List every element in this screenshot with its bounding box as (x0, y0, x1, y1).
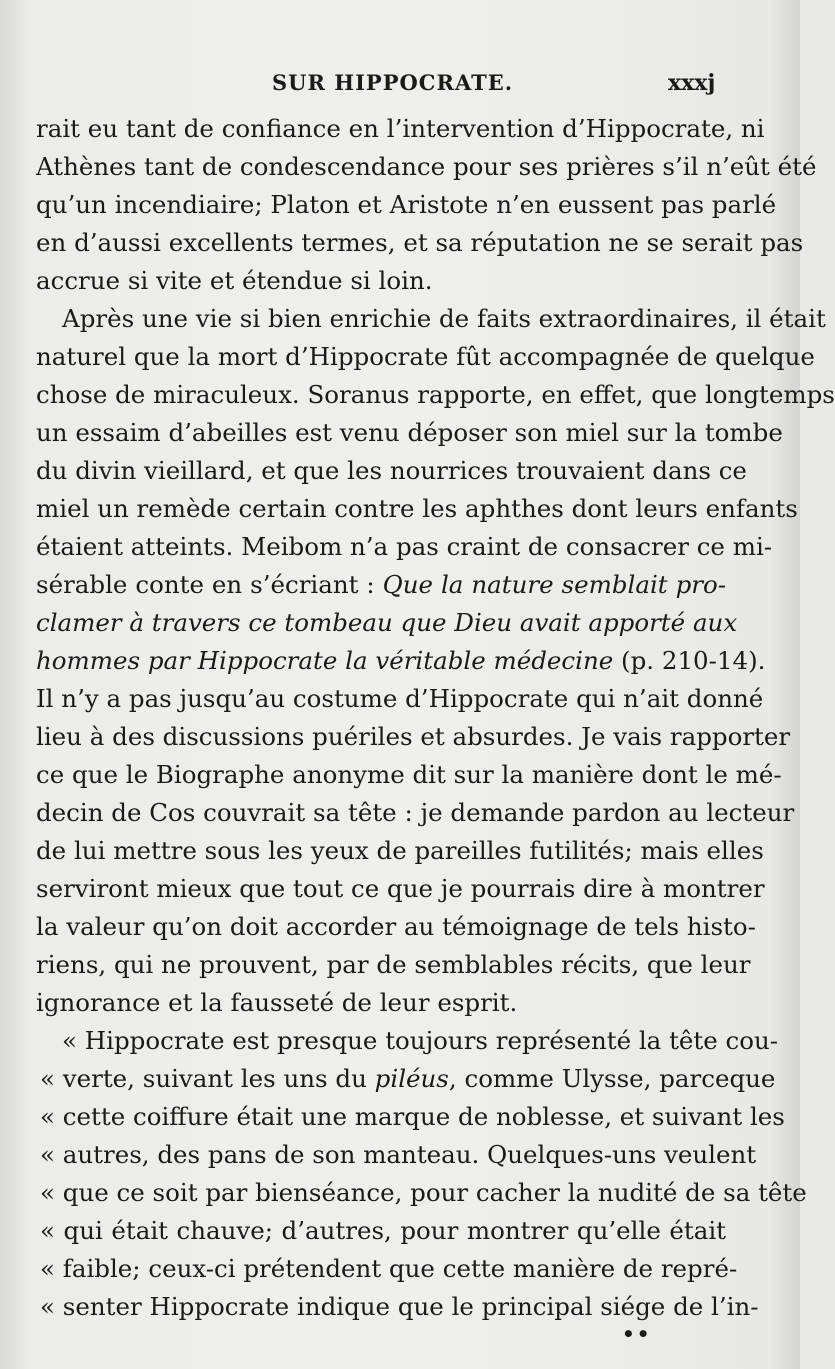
text-line: en d’aussi excellents termes, et sa réputation ne se serait pas (36, 228, 804, 257)
text-line: miel un remède certain contre les aphthes dont leurs enfants (36, 494, 798, 523)
italic-term-span: piléus (374, 1064, 449, 1093)
text-line: « qui était chauve; d’autres, pour montrer qu’elle était (40, 1216, 726, 1245)
text-line: ignorance et la fausseté de leur esprit. (36, 988, 518, 1017)
paragraph-2 (36, 300, 835, 1022)
text-line: naturel que la mort d’Hippocrate fût accompagnée de quelque (36, 342, 815, 371)
italic-quote-span: hommes par Hippocrate la véritable médecine (36, 646, 614, 675)
text-line: riens, qui ne prouvent, par de semblables récits, que leur (36, 950, 751, 979)
text-line-with-italic (36, 642, 766, 680)
text-line: « senter Hippocrate indique que le principal siége de l’in- (40, 1292, 759, 1321)
text-line: decin de Cos couvrait sa tête : je demande pardon au lecteur (36, 798, 795, 827)
text-line: chose de miraculeux. Soranus rapporte, en effet, que longtemps (36, 380, 835, 409)
text-line: de lui mettre sous les yeux de pareilles futilités; mais elles (36, 836, 764, 865)
paragraph-1 (36, 110, 817, 300)
text-line: « cette coiffure était une marque de noblesse, et suivant les (40, 1102, 785, 1131)
page-number: xxxj (668, 70, 716, 96)
running-head (0, 70, 800, 100)
text-line: accrue si vite et étendue si loin. (36, 266, 433, 295)
body-text (36, 110, 835, 1326)
text-line: Après une vie si bien enrichie de faits extraordinaires, il était (62, 304, 826, 333)
text-line: Athènes tant de condescendance pour ses prières s’il n’eût été (36, 152, 817, 181)
text-span: « verte, suivant les uns du (40, 1064, 375, 1093)
text-line: « autres, des pans de son manteau. Quelques-uns veulent (40, 1140, 757, 1169)
text-line: Il n’y a pas jusqu’au costume d’Hippocrate qui n’ait donné (36, 684, 764, 713)
text-line-italic (36, 604, 738, 642)
text-line: un essaim d’abeilles est venu déposer son miel sur la tombe (36, 418, 783, 447)
paragraph-3-quotation (36, 1022, 807, 1326)
text-line: serviront mieux que tout ce que je pourrais dire à montrer (36, 874, 765, 903)
text-span: , comme Ulysse, parceque (448, 1064, 776, 1093)
text-line: « Hippocrate est presque toujours représenté la tête cou- (62, 1026, 779, 1055)
running-head-title: SUR HIPPOCRATE. (272, 70, 514, 95)
text-line: « faible; ceux-ci prétendent que cette manière de repré- (40, 1254, 738, 1283)
text-line-with-italic (36, 1060, 776, 1098)
italic-quote-span: Que la nature semblait pro- (382, 570, 726, 599)
text-line-with-italic (36, 566, 726, 604)
text-line: étaient atteints. Meibom n’a pas craint de consacrer ce mi- (36, 532, 773, 561)
page-reference: (p. 210-14). (613, 646, 766, 675)
text-span: sérable conte en s’écriant : (36, 570, 383, 599)
italic-quote-span: clamer à travers ce tombeau que Dieu avait apporté aux (36, 608, 738, 637)
text-line: rait eu tant de confiance en l’intervention d’Hippocrate, ni (36, 114, 765, 143)
text-line: du divin vieillard, et que les nourrices trouvaient dans ce (36, 456, 747, 485)
text-line: ce que le Biographe anonyme dit sur la manière dont le mé- (36, 760, 782, 789)
text-line: la valeur qu’on doit accorder au témoignage de tels histo- (36, 912, 756, 941)
text-line: « que ce soit par bienséance, pour cacher la nudité de sa tête (40, 1178, 807, 1207)
signature-mark: •• (622, 1322, 652, 1346)
text-line: qu’un incendiaire; Platon et Aristote n’en eussent pas parlé (36, 190, 777, 219)
text-line: lieu à des discussions puériles et absurdes. Je vais rapporter (36, 722, 791, 751)
